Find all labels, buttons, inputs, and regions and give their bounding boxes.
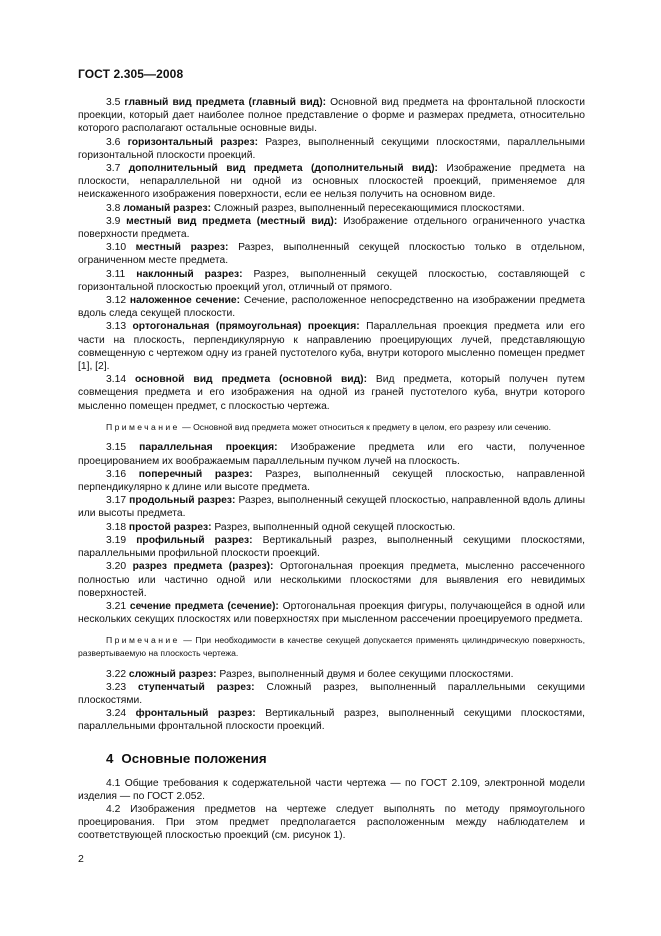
term-text: Изображение предмета или его части, полученное проецированием их воображаемым параллельным пучком лучей на плоскость.	[78, 442, 585, 467]
term-definition	[78, 468, 585, 494]
term-number: 3.21	[106, 600, 127, 612]
term-name: наложенное сечение:	[129, 295, 241, 307]
term-definition	[78, 707, 585, 733]
clause-text: Общие требования к содержательной части чертежа — по ГОСТ 2.109, электронной модели изделия — по ГОСТ 2.052.	[78, 777, 585, 802]
term-definition	[78, 241, 585, 267]
terms-list-1	[78, 96, 585, 413]
term-definition	[78, 560, 585, 600]
term-text: Разрез, выполненный двумя и более секущими плоскостями.	[219, 668, 514, 680]
term-name: фронтальный разрез:	[135, 708, 256, 720]
term-name: местный вид предмета (местный вид):	[126, 215, 338, 227]
term-definition	[78, 373, 585, 413]
term-name: дополнительный вид предмета (дополнительный вид):	[128, 163, 438, 175]
term-number: 3.18	[106, 521, 127, 533]
term-definition	[78, 202, 585, 215]
term-definition	[78, 294, 585, 320]
term-number: 3.13	[106, 321, 127, 333]
term-text: Сложный разрез, выполненный пересекающимися плоскостями.	[213, 202, 525, 214]
term-number: 3.17	[106, 495, 127, 507]
term-definition	[78, 681, 585, 707]
clause	[78, 777, 585, 803]
term-definition	[78, 534, 585, 560]
term-number: 3.10	[106, 242, 127, 254]
section-heading	[78, 751, 585, 767]
term-number: 3.15	[106, 442, 127, 454]
term-definition	[78, 268, 585, 294]
document-content	[78, 96, 585, 843]
term-text: Разрез, выполненный одной секущей плоскостью.	[214, 521, 456, 533]
term-name: сложный разрез:	[128, 668, 217, 680]
term-text: Сечение, расположенное непосредственно на изображении предмета вдоль следа секущей плоскости.	[78, 295, 585, 320]
term-name: основной вид предмета (основной вид):	[134, 374, 368, 386]
term-text: Сложный разрез, выполненный параллельными секущими плоскостями.	[78, 681, 585, 706]
term-number: 3.24	[106, 708, 127, 720]
clause-text: Изображения предметов на чертеже следует выполнять по методу прямоугольного проецирования. При этом предмет предполагается расположенным между наблюдателем и соответствующей плоскостью проекций (см. рисунок 1).	[78, 803, 585, 842]
term-text: Изображение отдельного ограниченного участка поверхности предмета.	[78, 215, 585, 241]
term-name: поперечный разрез:	[138, 468, 253, 480]
term-definition	[78, 320, 585, 373]
term-text: Вид предмета, который получен путем совмещения предмета и его изображения на одной из граней пустотелого куба, внутри которого мысленно помещен предмет, с плоскостью чертежа.	[78, 374, 585, 412]
note-2	[78, 634, 585, 659]
term-text: Параллельная проекция предмета или его части на плоскость, перпендикулярную к направлению проецирующих лучей, представляющую совмещенную с чертежом одну из граней пустотелого куба, внутри которого мысленно помещен предмет [1], [2].	[78, 321, 585, 373]
term-number: 3.6	[106, 136, 121, 148]
note-label: Примечание	[106, 421, 180, 432]
term-number: 3.22	[106, 668, 127, 680]
term-number: 3.14	[106, 374, 127, 386]
term-text: Разрез, выполненный секущими плоскостями, параллельными горизонтальной плоскости проекций.	[78, 136, 585, 161]
note-text: — Основной вид предмета может относиться к предмету в целом, его разрезу или сечению.	[182, 421, 551, 432]
standard-header: ГОСТ 2.305—2008	[78, 67, 184, 81]
term-number: 3.5	[106, 97, 121, 108]
term-text: Разрез, выполненный секущей плоскостью, составляющей с горизонтальной плоскостью проекций угол, отличный от прямого.	[78, 268, 585, 293]
term-name: ортогональная (прямоугольная) проекция:	[132, 321, 360, 333]
term-text: Вертикальный разрез, выполненный секущими плоскостями, параллельными фронтальной плоскости проекций.	[78, 708, 585, 733]
term-number: 3.19	[106, 534, 127, 546]
term-text: Ортогональная проекция фигуры, получающейся в одной или нескольких секущих плоскостях или поверхностях при мысленном рассечении проецируемого предмета.	[78, 600, 585, 626]
term-definition	[78, 215, 585, 241]
clause-number: 4.1	[106, 777, 121, 789]
term-definition	[78, 441, 585, 467]
note-text: — При необходимости в качестве секущей допускается применять цилиндрическую поверхность, развертываемую на плоскость чертежа.	[78, 635, 585, 658]
term-name: наклонный разрез:	[136, 268, 243, 280]
term-name: ломаный разрез:	[123, 202, 211, 214]
section-number: 4	[106, 750, 114, 766]
term-number: 3.7	[106, 163, 121, 175]
term-text: Разрез, выполненный секущей плоскостью, направленной перпендикулярно к длине или высоте предмета.	[78, 468, 585, 494]
term-name: разрез предмета (разрез):	[132, 561, 274, 573]
term-number: 3.20	[106, 561, 127, 573]
note-1	[78, 421, 585, 434]
section-title: Основные положения	[121, 750, 267, 766]
clauses-list	[78, 777, 585, 843]
term-name: ступенчатый разрез:	[137, 681, 255, 693]
page-number: 2	[78, 853, 84, 865]
term-name: продольный разрез:	[129, 495, 236, 507]
term-definition	[78, 668, 585, 681]
term-definition	[78, 521, 585, 534]
term-definition	[78, 162, 585, 202]
term-text: Основной вид предмета на фронтальной плоскости проекции, который дает наиболее полное представление о форме и размерах предмета, относительно которого располагают остальные основные виды.	[78, 97, 585, 135]
term-text: Изображение предмета на плоскости, непараллельной ни одной из основных плоскостей проекций, применяемое для неискаженного изображения поверхности, если ее нельзя получить на основном виде.	[78, 163, 585, 201]
term-definition	[78, 494, 585, 520]
term-number: 3.8	[106, 202, 121, 214]
term-text: Вертикальный разрез, выполненный секущими плоскостями, параллельными профильной плоскости проекций.	[78, 534, 585, 560]
term-definition	[78, 96, 585, 136]
term-text: Разрез, выполненный секущей плоскостью, направленной вдоль длины или высоты предмета.	[78, 495, 585, 520]
term-number: 3.11	[106, 268, 126, 280]
term-name: профильный разрез:	[136, 534, 253, 546]
note-label: Примечание	[106, 635, 180, 646]
term-name: простой разрез:	[128, 521, 212, 533]
clause-number: 4.2	[106, 803, 121, 815]
term-number: 3.23	[106, 681, 127, 693]
clause	[78, 803, 585, 843]
term-number: 3.12	[106, 295, 127, 307]
term-name: горизонтальный разрез:	[127, 136, 259, 148]
term-text: Ортогональная проекция предмета, мысленно рассеченного полностью или частично одной или несколькими плоскостями для выявления его невидимых поверхностей.	[78, 561, 585, 599]
term-name: главный вид предмета (главный вид):	[124, 97, 327, 108]
term-number: 3.16	[106, 468, 127, 480]
term-name: местный разрез:	[135, 242, 229, 254]
terms-list-2	[78, 441, 585, 626]
term-name: сечение предмета (сечение):	[129, 600, 279, 612]
term-definition	[78, 600, 585, 626]
term-text: Разрез, выполненный секущей плоскостью только в отдельном, ограниченном месте предмета.	[78, 242, 585, 267]
term-name: параллельная проекция:	[139, 442, 278, 454]
terms-list-3	[78, 668, 585, 734]
term-number: 3.9	[106, 215, 121, 227]
term-definition	[78, 136, 585, 162]
